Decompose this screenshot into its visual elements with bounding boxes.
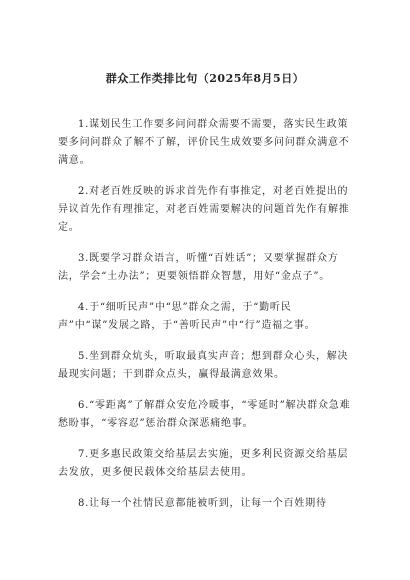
paragraph-8: 8.让每一个社情民意都能被听到，让每一个百姓期待 — [78, 498, 327, 509]
paragraph-1: 1.谋划民生工作要多问问群众需要不需要，落实民生政策要多问问群众了解不了解，评价民生成效要多问问群众满意不满意。 — [58, 119, 350, 166]
paragraph-7: 7.更多惠民政策交给基层去实施，更多利民资源交给基层去发放，更多便民载体交给基层去使用。 — [58, 449, 349, 478]
paragraph-2: 2.对老百姓反映的诉求首先作有事推定，对老百姓提出的异议首先作有理推定，对老百姓需要解决的问题首先作有解推定。 — [58, 186, 350, 233]
paragraph-5: 5.坐到群众炕头，听取最真实声音；想到群众心头，解决最现实问题；干到群众点头，赢得最满意效果。 — [58, 351, 349, 380]
paragraph-3: 3.既要学习群众语言，听懂“百姓话”；又要掌握群众方法，学会“土办法”；更要领悟群众智慧，用好“金点子”。 — [58, 253, 339, 282]
paragraph-4: 4.于“细听民声”中“思”群众之需，于“勤听民声”中“谋”发展之路，于“善听民声”中“行”造福之事。 — [58, 302, 316, 331]
page-title: 群众工作类排比句（2025年8月5日） — [105, 72, 305, 85]
paragraph-6: 6.“零距离”了解群众安危冷暖事，“零延时”解决群众急难愁盼事，“零容忍”惩治群众深恶痛绝事。 — [58, 400, 351, 429]
